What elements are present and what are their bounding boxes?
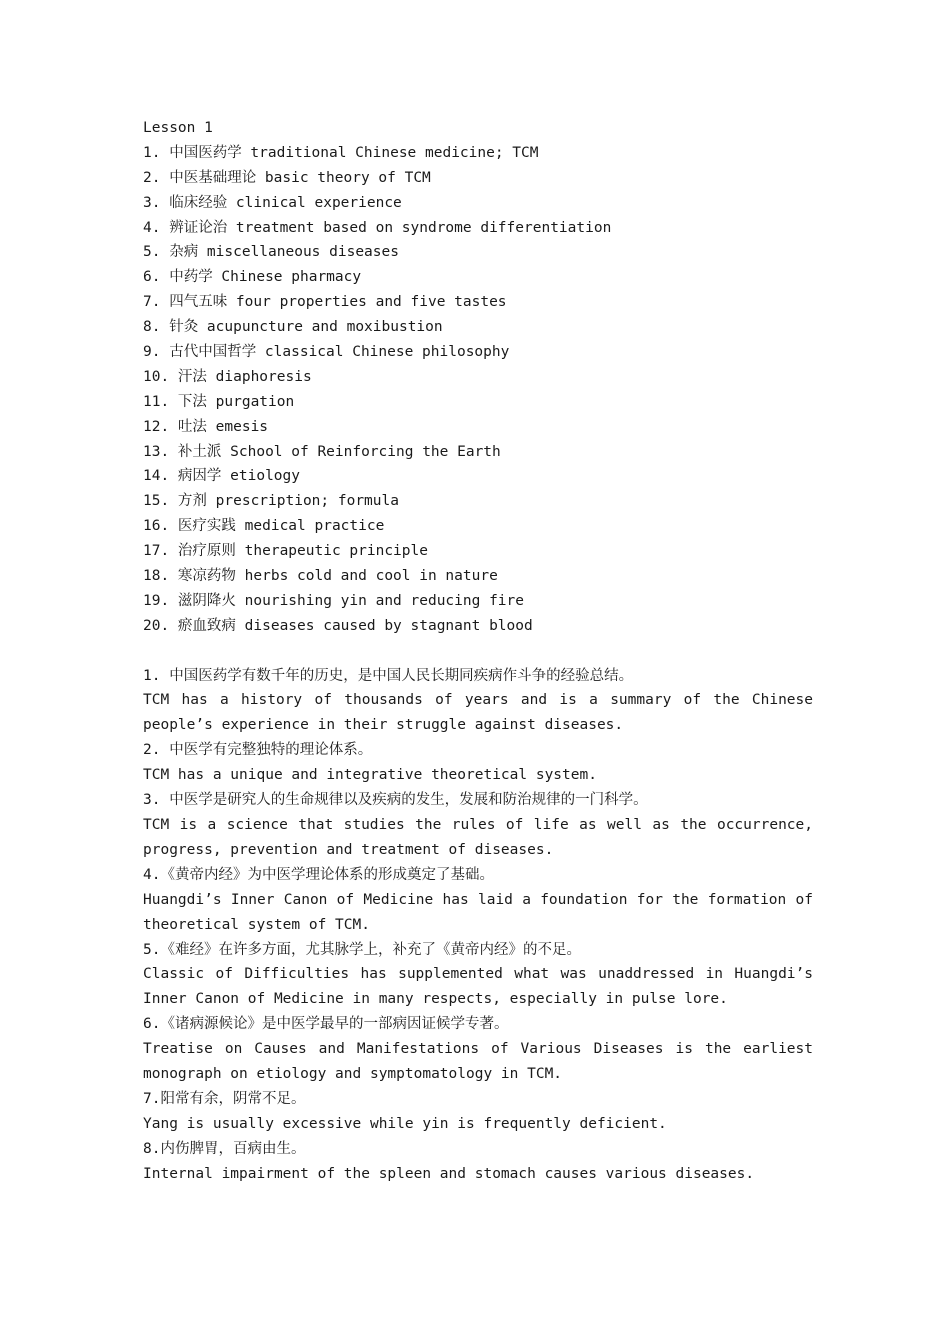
term-item: 16. 医疗实践 medical practice (143, 518, 385, 535)
document-page (143, 116, 813, 1187)
term-item: 17. 治疗原则 therapeutic principle (143, 543, 428, 560)
sentence-english: TCM has a history of thousands of years and is a summary of the Chinese people’s experience in their struggle against diseases. (143, 692, 813, 734)
term-item: 4. 辨证论治 treatment based on syndrome differentiation (143, 219, 612, 236)
lesson-title: Lesson 1 (143, 120, 213, 136)
term-item: 14. 病因学 etiology (143, 468, 300, 485)
term-item: 8. 针灸 acupuncture and moxibustion (143, 319, 443, 336)
sentence-chinese: 2. 中医学有完整独特的理论体系。 (143, 742, 373, 759)
sentence-chinese: 6.《诸病源候论》是中医学最早的一部病因证候学专著。 (143, 1016, 509, 1033)
term-item: 13. 补土派 School of Reinforcing the Earth (143, 443, 501, 460)
term-item: 15. 方剂 prescription; formula (143, 493, 399, 510)
sentence-english: TCM has a unique and integrative theoretical system. (143, 767, 597, 784)
term-item: 19. 滋阴降火 nourishing yin and reducing fire (143, 592, 524, 609)
term-item: 5. 杂病 miscellaneous diseases (143, 244, 399, 261)
sentence-chinese: 7.阳常有余，阴常不足。 (143, 1090, 306, 1107)
sentence-chinese: 5.《难经》在许多方面，尤其脉学上，补充了《黄帝内经》的不足。 (143, 941, 581, 958)
term-item: 1. 中国医药学 traditional Chinese medicine; TCM (143, 144, 539, 161)
sentence-english: Internal impairment of the spleen and stomach causes various diseases. (143, 1165, 755, 1182)
term-list (143, 141, 813, 639)
term-item: 6. 中药学 Chinese pharmacy (143, 269, 362, 286)
section-gap (143, 639, 813, 664)
term-item: 2. 中医基础理论 basic theory of TCM (143, 169, 431, 186)
term-item: 10. 汗法 diaphoresis (143, 368, 312, 385)
sentence-english: TCM is a science that studies the rules of life as well as the occurrence, progress, prevention and treatment of diseases. (143, 816, 813, 858)
sentence-english: Treatise on Causes and Manifestations of Various Diseases is the earliest monograph on etiology and symptomatology in TCM. (143, 1041, 813, 1082)
sentence-chinese: 4.《黄帝内经》为中医学理论体系的形成奠定了基础。 (143, 866, 494, 883)
term-item: 3. 临床经验 clinical experience (143, 194, 402, 211)
sentence-chinese: 1. 中国医药学有数千年的历史，是中国人民长期同疾病作斗争的经验总结。 (143, 667, 634, 684)
term-item: 12. 吐法 emesis (143, 418, 269, 435)
term-item: 9. 古代中国哲学 classical Chinese philosophy (143, 344, 510, 361)
sentence-list (143, 664, 813, 1187)
sentence-chinese: 8.内伤脾胃，百病由生。 (143, 1140, 306, 1157)
sentence-english: Huangdi’s Inner Canon of Medicine has laid a foundation for the formation of theoretical system of TCM. (143, 891, 813, 933)
term-item: 20. 瘀血致病 diseases caused by stagnant blood (143, 617, 533, 634)
term-item: 11. 下法 purgation (143, 393, 295, 410)
term-item: 7. 四气五味 four properties and five tastes (143, 294, 507, 311)
sentence-english: Classic of Difficulties has supplemented what was unaddressed in Huangdi’s Inner Canon of Medicine in many respects, especially in pulse lore. (143, 966, 813, 1008)
sentence-chinese: 3. 中医学是研究人的生命规律以及疾病的发生，发展和防治规律的一门科学。 (143, 792, 648, 809)
sentence-english: Yang is usually excessive while yin is frequently deficient. (143, 1115, 667, 1132)
term-item: 18. 寒凉药物 herbs cold and cool in nature (143, 568, 498, 585)
